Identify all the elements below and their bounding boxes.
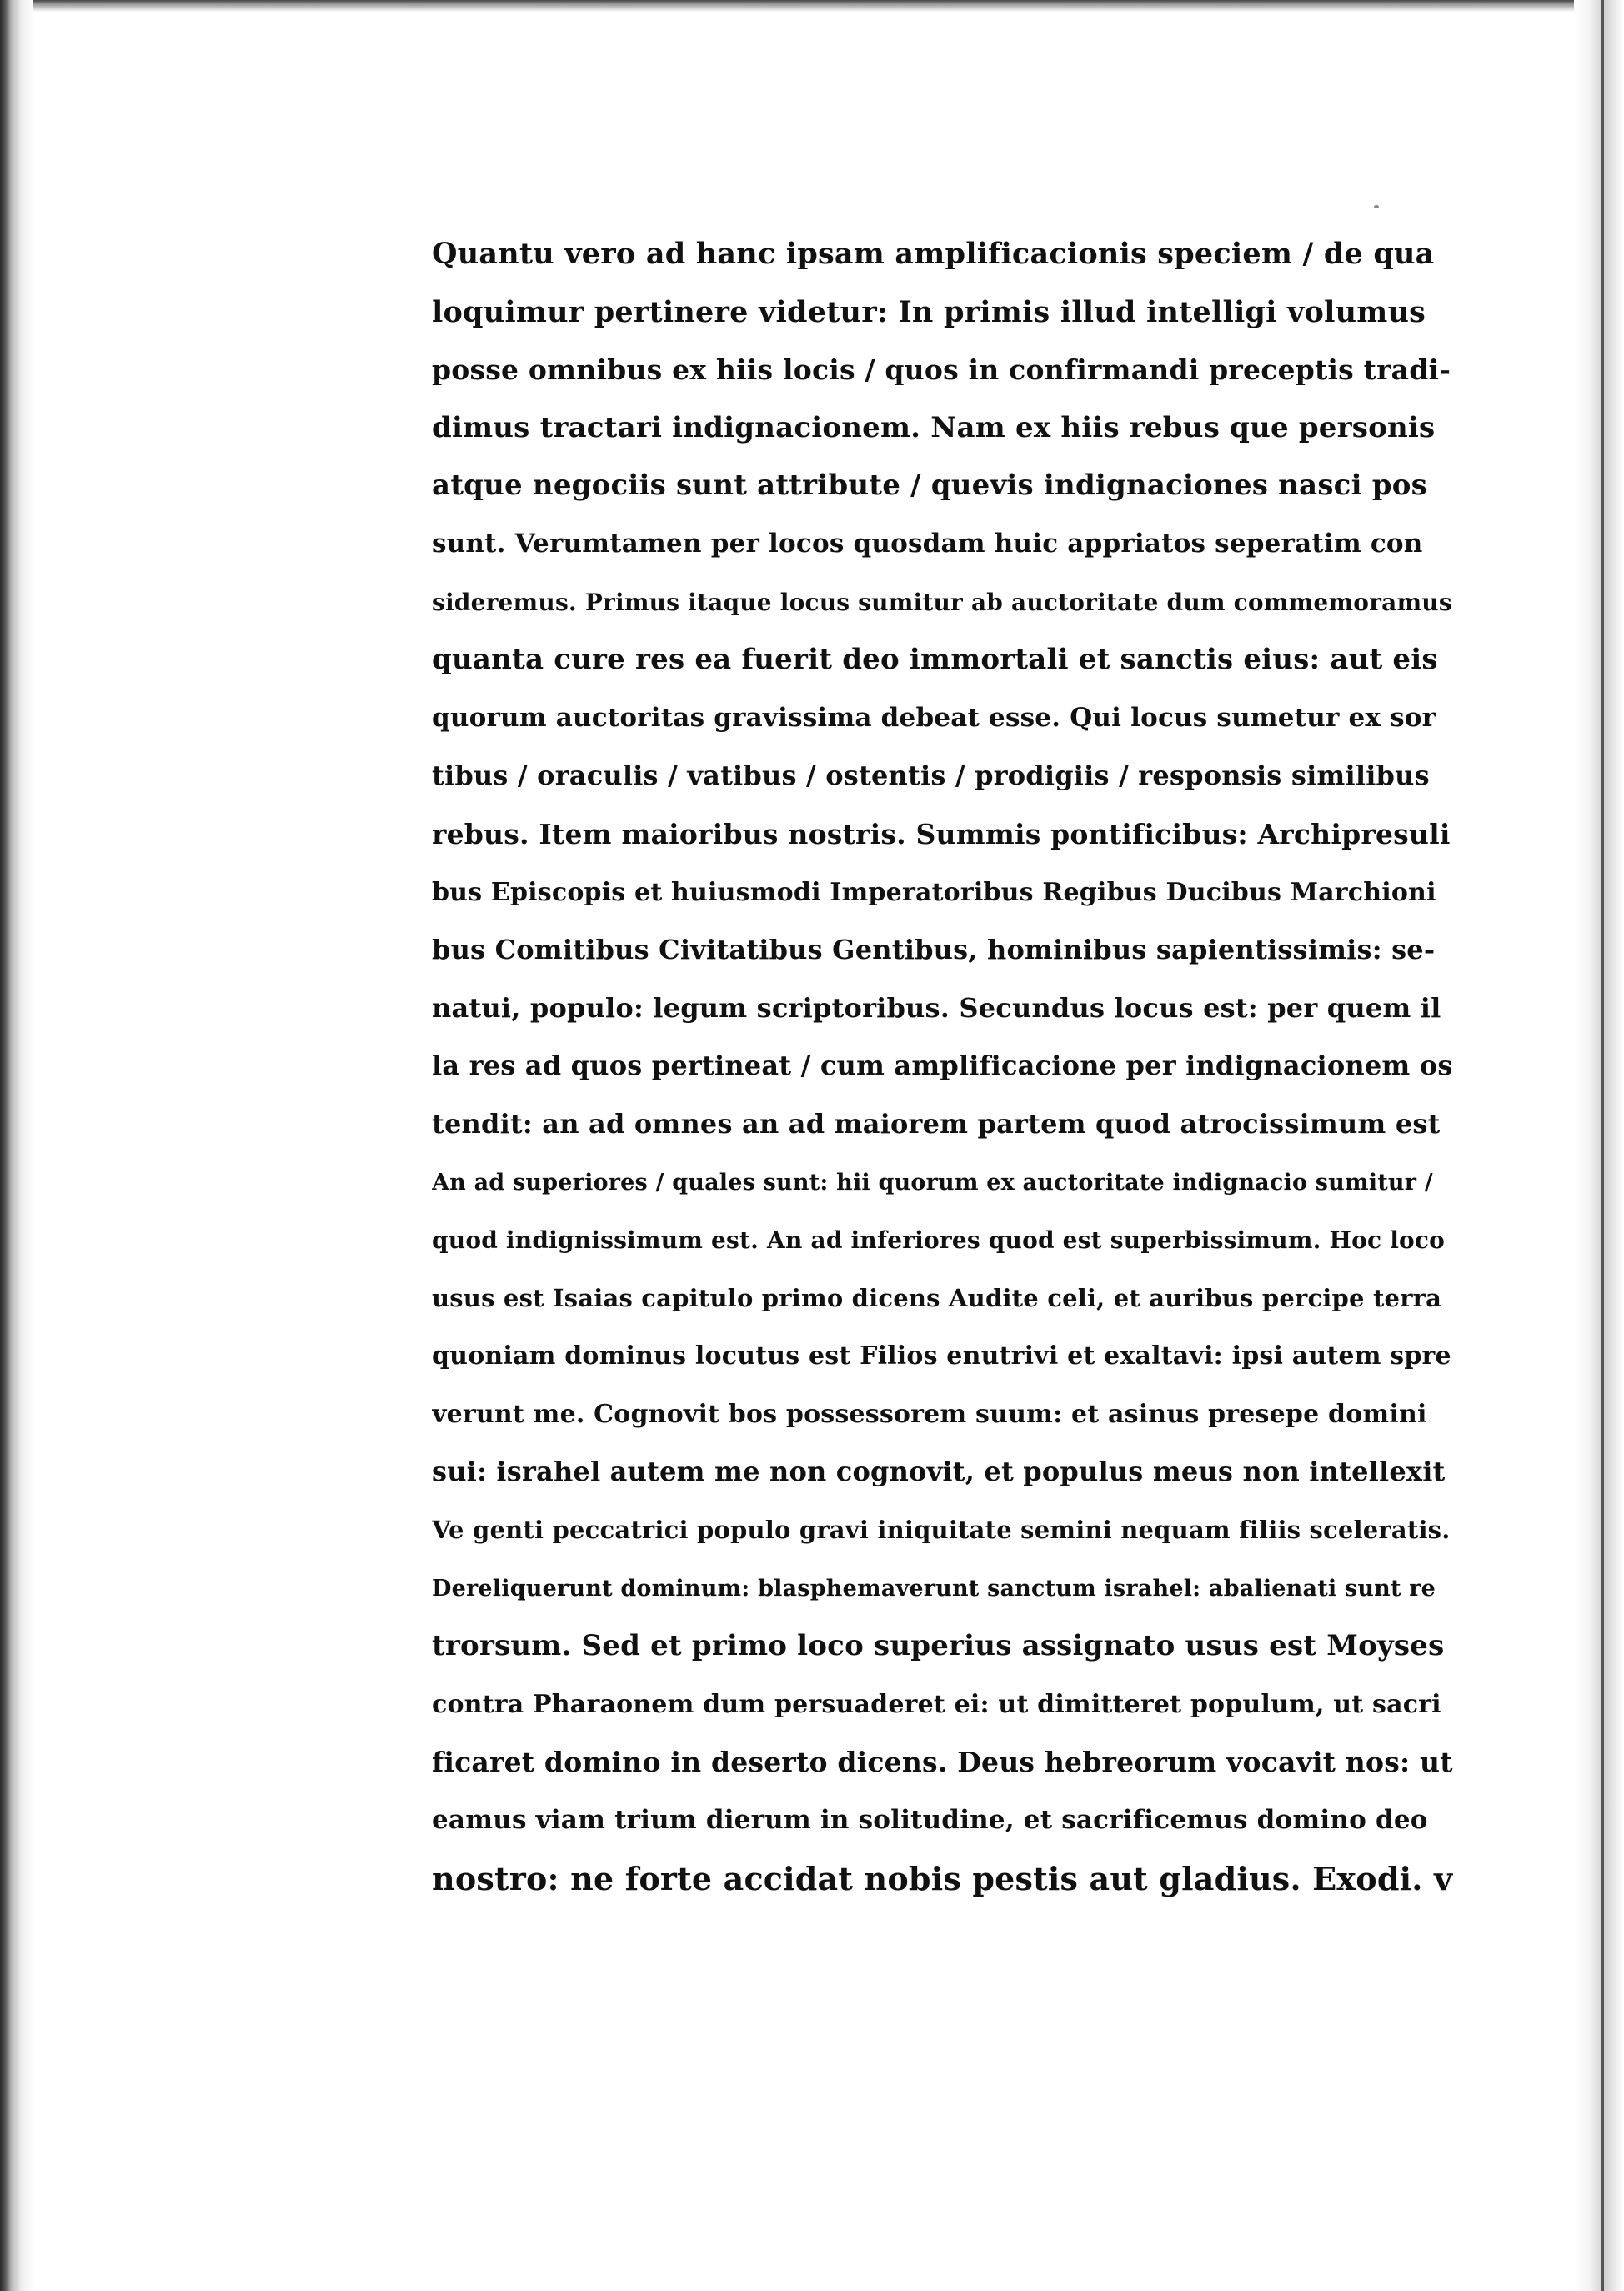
page-right-edge [1574, 0, 1624, 2291]
text-line: sunt. Verumtamen per locos quosdam huic appriatos seperatim con [432, 528, 1423, 559]
text-line: dimus tractari indignacionem. Nam ex hiis rebus que personis [432, 410, 1436, 444]
text-line: An ad superiores / quales sunt: hii quorum ex auctoritate indignacio sumitur / [432, 1169, 1433, 1196]
text-line: eamus viam trium dierum in solitudine, et sacrificemus domino deo [432, 1805, 1428, 1836]
text-line: quanta cure res ea fuerit deo immortali et sanctis eius: aut eis [432, 643, 1438, 677]
text-line: Ve genti peccatrici populo gravi iniquitate semini nequam filiis sceleratis. [432, 1516, 1451, 1545]
ink-speck [1374, 205, 1379, 208]
page-edge-line [1601, 0, 1604, 2291]
text-line: usus est Isaias capitulo primo dicens Audite celi, et auribus percipe terra [432, 1283, 1442, 1312]
text-line: sideremus. Primus itaque locus sumitur ab auctoritate dum commemoramus [432, 588, 1452, 616]
text-line: quorum auctoritas gravissima debeat esse. Qui locus sumetur ex sor [432, 702, 1436, 733]
text-line: tibus / oraculis / vatibus / ostentis / prodigiis / responsis similibus [432, 759, 1430, 792]
text-line: bus Episcopis et huiusmodi Imperatoribus Regibus Ducibus Marchioni [432, 877, 1436, 907]
text-line: quoniam dominus locutus est Filios enutrivi et exaltavi: ipsi autem spre [432, 1341, 1451, 1371]
text-line: Quantu vero ad hanc ipsam amplificacionis speciem / de qua [432, 237, 1435, 271]
text-line: atque negociis sunt attribute / quevis indignaciones nasci pos [432, 469, 1427, 503]
text-line: tendit: an ad omnes an ad maiorem partem quod atrocissimum est [432, 1107, 1441, 1140]
text-line: rebus. Item maioribus nostris. Summis pontificibus: Archipresuli [432, 817, 1451, 850]
text-line: quod indignissimum est. An ad inferiores quod est superbissimum. Hoc loco [432, 1226, 1446, 1255]
text-line: Dereliquerunt dominum: blasphemaverunt sanctum israhel: abalienati sunt re [432, 1575, 1436, 1602]
text-line: natui, populo: legum scriptoribus. Secundus locus est: per quem il [432, 991, 1441, 1024]
text-line: trorsum. Sed et primo loco superius assignato usus est Moyses [432, 1629, 1445, 1663]
text-line: contra Pharaonem dum persuaderet ei: ut dimitteret populum, ut sacri [432, 1689, 1441, 1719]
text-line: loquimur pertinere videtur: In primis illud intelligi volumus [432, 294, 1426, 329]
text-line: ficaret domino in deserto dicens. Deus hebreorum vocavit nos: ut [432, 1746, 1453, 1779]
text-line: la res ad quos pertineat / cum amplificacione per indignacionem os [432, 1050, 1453, 1082]
text-line: sui: israhel autem me non cognovit, et populus meus non intellexit [432, 1456, 1446, 1488]
text-line: posse omnibus ex hiis locis / quos in confirmandi preceptis tradi- [432, 353, 1451, 387]
binding-shadow [0, 0, 33, 2291]
text-line: bus Comitibus Civitatibus Gentibus, hominibus sapientissimis: se- [432, 934, 1436, 966]
text-line: verunt me. Cognovit bos possessorem suum: et asinus presepe domini [432, 1399, 1427, 1429]
text-line: nostro: ne forte accidat nobis pestis aut gladius. Exodi. v [432, 1859, 1453, 1897]
page-top-edge [0, 0, 1624, 12]
text-column [432, 225, 1453, 1907]
